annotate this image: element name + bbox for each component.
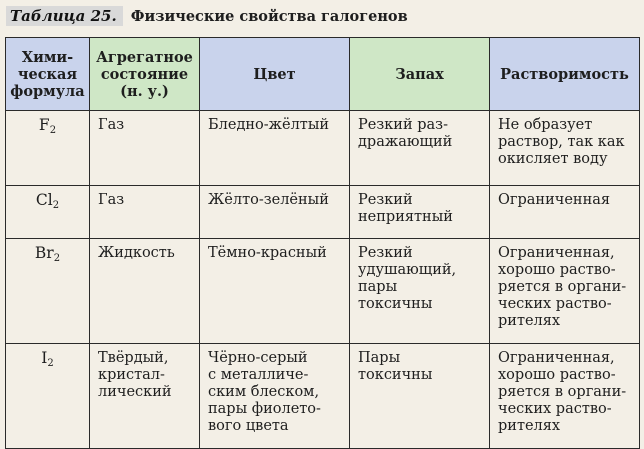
formula-symbol: Br	[34, 244, 54, 262]
table-row	[6, 239, 640, 344]
header-formula: Хими- ческая формула	[6, 38, 90, 111]
formula-subscript: 2	[52, 200, 60, 211]
smell-cell: Пары токсичны	[350, 344, 490, 449]
smell-cell: Резкий удушающий, пары токсичны	[350, 239, 490, 344]
smell-cell: Резкий неприятный	[350, 186, 490, 239]
state-cell: Твёрдый, кристал- лический	[90, 344, 200, 449]
color-cell: Бледно-жёлтый	[200, 111, 350, 186]
header-color: Цвет	[200, 38, 350, 111]
state-cell: Газ	[90, 111, 200, 186]
header-row	[6, 38, 640, 111]
color-cell: Жёлто-зелёный	[200, 186, 350, 239]
solubility-cell: Ограниченная, хорошо раство- ряется в органи- ческих раство- рителях	[490, 239, 640, 344]
header-state: Агрегатное состояние (н. у.)	[90, 38, 200, 111]
table-row	[6, 111, 640, 186]
table-row	[6, 344, 640, 449]
formula-symbol: Cl	[35, 191, 53, 209]
formula-cell	[6, 111, 90, 186]
table-row	[6, 186, 640, 239]
header-solubility: Растворимость	[490, 38, 640, 111]
table-title: Физические свойства галогенов	[130, 7, 408, 25]
formula-subscript: 2	[47, 358, 54, 369]
formula-symbol: I	[41, 349, 48, 367]
smell-cell: Резкий раз- дражающий	[350, 111, 490, 186]
solubility-cell: Ограниченная	[490, 186, 640, 239]
color-cell: Тёмно-красный	[200, 239, 350, 344]
state-cell: Жидкость	[90, 239, 200, 344]
formula-cell	[6, 239, 90, 344]
table-number: Таблица 25.	[6, 6, 123, 26]
halogen-properties-table	[5, 37, 640, 449]
formula-cell	[6, 344, 90, 449]
color-cell: Чёрно-серый с металличе- ским блеском, пары фиолето- вого цвета	[200, 344, 350, 449]
solubility-cell: Не образует раствор, так как окисляет воду	[490, 111, 640, 186]
formula-subscript: 2	[53, 253, 61, 264]
table-caption	[6, 3, 408, 29]
state-cell: Газ	[90, 186, 200, 239]
formula-symbol: F	[38, 116, 50, 134]
formula-cell	[6, 186, 90, 239]
header-smell: Запах	[350, 38, 490, 111]
solubility-cell: Ограниченная, хорошо раство- ряется в органи- ческих раство- рителях	[490, 344, 640, 449]
formula-subscript: 2	[49, 125, 57, 136]
